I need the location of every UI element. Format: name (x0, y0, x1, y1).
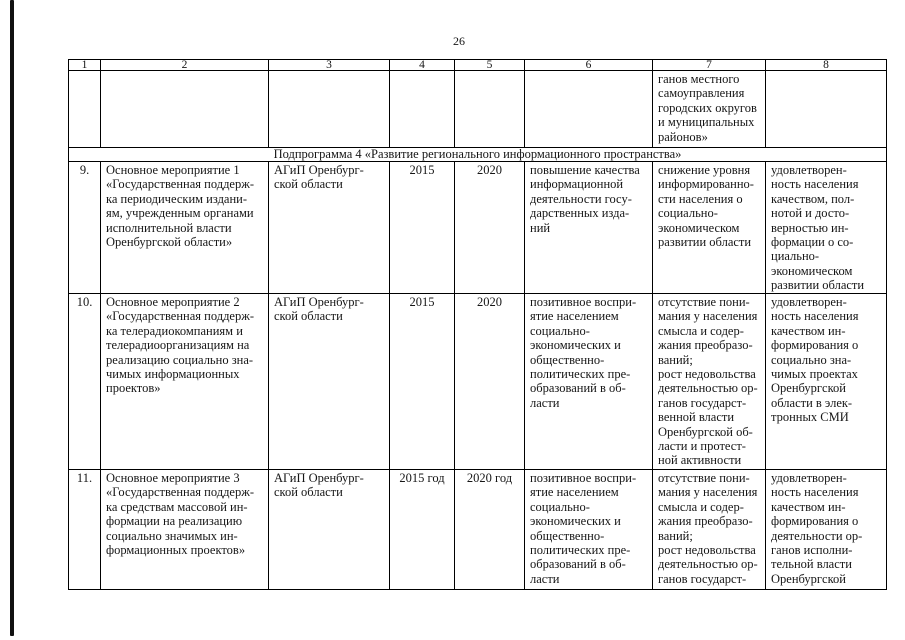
cell-line: сти населения о (658, 191, 743, 206)
cell-line: деятельности госу- (530, 191, 632, 206)
cell-line: нотой и досто- (771, 206, 850, 221)
column-header-6: 6 (525, 60, 653, 71)
cell-line: исполнительной власти (106, 220, 232, 235)
cell-line: ганов государст- (658, 571, 747, 586)
cell-line: «Государственная поддерж- (106, 309, 255, 324)
continuation-row-col-3-cell (269, 71, 390, 148)
cell-line: ность населения (771, 309, 859, 324)
cell-line: ка средствам массовой ин- (106, 499, 248, 514)
row-3-col-3-cell (269, 470, 390, 590)
cell-line: социально- (658, 206, 718, 221)
cell-line: ласти и протест- (658, 439, 746, 454)
cell-line: чимых информационных (106, 367, 240, 382)
cell-line: венной власти (658, 410, 735, 425)
row-2-col-8-cell (766, 294, 887, 470)
cell-line: ваний; (658, 352, 693, 367)
cell-line: ка телерадиокомпаниям и (106, 323, 243, 338)
cell-line: рост недовольства (658, 367, 756, 382)
row-1-col-7-cell (653, 162, 766, 294)
cell-line: мания у населения (658, 485, 758, 500)
column-header-2: 2 (101, 60, 269, 71)
cell-line: формирования о (771, 338, 859, 353)
cell-line: дарственных изда- (530, 206, 630, 221)
subprogram-heading: Подпрограмма 4 «Развитие регионального информационного пространства» (69, 148, 887, 162)
cell-line: самоуправления (658, 86, 745, 101)
cell-line: образований в об- (530, 557, 626, 572)
cell-line: удовлетворен- (771, 471, 847, 485)
cell-line: рост недовольства (658, 543, 756, 558)
cell-line: качеством, пол- (771, 191, 855, 206)
row-1-col-5-cell (455, 162, 525, 294)
cell-line: 2020 (477, 163, 502, 177)
cell-line: Основное мероприятие 2 (106, 295, 240, 309)
cell-line: Основное мероприятие 3 (106, 471, 240, 485)
cell-line: экономическом (771, 263, 853, 278)
cell-line: жания преобразо- (658, 338, 753, 353)
cell-line: ской области (274, 485, 343, 500)
cell-line: образований в об- (530, 381, 626, 396)
cell-line: Основное мероприятие 1 (106, 163, 240, 177)
cell-line: области в элек- (771, 395, 853, 410)
cell-line: ной активности (658, 453, 742, 468)
cell-line: удовлетворен- (771, 163, 847, 177)
cell-line: «Государственная поддерж- (106, 485, 255, 500)
cell-line: 9. (79, 163, 90, 177)
cell-line: экономическом (658, 220, 740, 235)
cell-line: ской области (274, 177, 343, 192)
measures-table (68, 59, 887, 590)
row-3-col-8-cell (766, 470, 887, 590)
cell-line: ятие населением (530, 309, 619, 324)
row-1-col-6-cell (525, 162, 653, 294)
row-2-col-2-cell (101, 294, 269, 470)
cell-line: ка периодическим издани- (106, 191, 248, 206)
cell-line: АГиП Оренбург- (274, 295, 364, 309)
cell-line: «Государственная поддерж- (106, 177, 255, 192)
cell-line: экономических и (530, 338, 621, 353)
cell-line: деятельностью ор- (658, 557, 758, 572)
cell-line: отсутствие пони- (658, 295, 750, 309)
cell-line: циально- (771, 249, 820, 264)
cell-line: Оренбургской (771, 381, 846, 396)
cell-line: 2015 год (399, 471, 445, 485)
cell-line: удовлетворен- (771, 295, 847, 309)
continuation-row-col-4-cell (390, 71, 455, 148)
column-header-7: 7 (653, 60, 766, 71)
cell-line: ласти (530, 395, 560, 410)
cell-line: телерадиоорганизациям на (106, 338, 250, 353)
column-header-8: 8 (766, 60, 887, 71)
scan-edge-bar (10, 0, 14, 636)
cell-line: политических пре- (530, 367, 631, 382)
cell-line: позитивное воспри- (530, 295, 637, 309)
cell-line: смысла и содер- (658, 323, 744, 338)
cell-line: ганов исполни- (771, 543, 853, 558)
column-header-1: 1 (69, 60, 101, 71)
row-2-col-4-cell (390, 294, 455, 470)
cell-line: ятие населением (530, 485, 619, 500)
cell-line: 2015 (409, 295, 435, 309)
row-2-col-1-cell (69, 294, 101, 470)
cell-line: и муниципальных (658, 115, 755, 130)
cell-line: ганов государст- (658, 395, 747, 410)
row-3-col-1-cell (69, 470, 101, 590)
cell-line: развитии области (771, 278, 865, 293)
cell-line: снижение уровня (658, 163, 751, 177)
cell-line: формации о со- (771, 235, 854, 250)
continuation-row-col-1-cell (69, 71, 101, 148)
cell-line: ской области (274, 309, 343, 324)
column-header-5: 5 (455, 60, 525, 71)
cell-line: общественно- (530, 528, 605, 543)
continuation-row-col-8-cell (766, 71, 887, 148)
cell-line: социально- (530, 323, 590, 338)
cell-line: позитивное воспри- (530, 471, 637, 485)
cell-line: Оренбургской (771, 571, 846, 586)
cell-line: общественно- (530, 352, 605, 367)
column-header-4: 4 (390, 60, 455, 71)
cell-line: смысла и содер- (658, 499, 744, 514)
row-3-col-5-cell (455, 470, 525, 590)
cell-line: информированно- (658, 177, 754, 192)
row-1-col-1-cell (69, 162, 101, 294)
cell-line: 2020 год (466, 471, 513, 485)
cell-line: 10. (76, 295, 93, 309)
cell-line: районов» (658, 129, 708, 144)
cell-line: тельной власти (771, 557, 852, 572)
cell-line: социально зна- (771, 352, 852, 367)
row-1-col-4-cell (390, 162, 455, 294)
page-number: 26 (453, 34, 465, 48)
cell-line: социально значимых ин- (106, 528, 238, 543)
cell-line: отсутствие пони- (658, 471, 750, 485)
cell-line: верностью ин- (771, 220, 849, 235)
cell-line: 2020 (477, 295, 502, 309)
cell-line: качеством ин- (771, 323, 846, 338)
cell-line: повышение качества (530, 163, 640, 177)
cell-line: реализацию социально зна- (106, 352, 254, 367)
cell-line: формационных проектов» (106, 543, 246, 558)
row-3-col-7-cell (653, 470, 766, 590)
cell-line: тронных СМИ (771, 410, 849, 425)
cell-line: жания преобразо- (658, 514, 753, 529)
continuation-row-col-2-cell (101, 71, 269, 148)
row-2-col-3-cell (269, 294, 390, 470)
cell-line: политических пре- (530, 543, 631, 558)
row-2-col-7-cell (653, 294, 766, 470)
cell-line: Оренбургской области» (106, 235, 233, 250)
cell-line: экономических и (530, 514, 621, 529)
cell-line: деятельности ор- (771, 528, 863, 543)
row-3-col-4-cell (390, 470, 455, 590)
cell-line: качеством ин- (771, 499, 846, 514)
cell-line: 11. (76, 471, 93, 485)
cell-line: ганов местного (658, 72, 740, 86)
row-1-col-8-cell (766, 162, 887, 294)
row-1-col-3-cell (269, 162, 390, 294)
cell-line: социально- (530, 499, 590, 514)
cell-line: АГиП Оренбург- (274, 471, 364, 485)
cell-line: 2015 (409, 163, 435, 177)
cell-line: информационной (530, 177, 624, 192)
continuation-row-col-7-cell (653, 71, 766, 148)
cell-line: ний (530, 220, 551, 235)
continuation-row-col-5-cell (455, 71, 525, 148)
row-2-col-5-cell (455, 294, 525, 470)
row-1-col-2-cell (101, 162, 269, 294)
continuation-row-col-6-cell (525, 71, 653, 148)
cell-line: формации на реализацию (106, 514, 243, 529)
cell-line: развитии области (658, 235, 752, 250)
cell-line: чимых проектах (771, 367, 858, 382)
row-3-col-2-cell (101, 470, 269, 590)
cell-line: мания у населения (658, 309, 758, 324)
cell-line: Оренбургской об- (658, 424, 753, 439)
cell-line: ласти (530, 571, 560, 586)
cell-line: городских округов (658, 100, 757, 115)
cell-line: проектов» (106, 381, 161, 396)
row-3-col-6-cell (525, 470, 653, 590)
column-header-3: 3 (269, 60, 390, 71)
cell-line: ность населения (771, 485, 859, 500)
cell-line: формирования о (771, 514, 859, 529)
row-2-col-6-cell (525, 294, 653, 470)
cell-line: АГиП Оренбург- (274, 163, 364, 177)
cell-line: ям, учрежденным органами (106, 206, 254, 221)
cell-line: ность населения (771, 177, 859, 192)
cell-line: ваний; (658, 528, 693, 543)
cell-line: деятельностью ор- (658, 381, 758, 396)
